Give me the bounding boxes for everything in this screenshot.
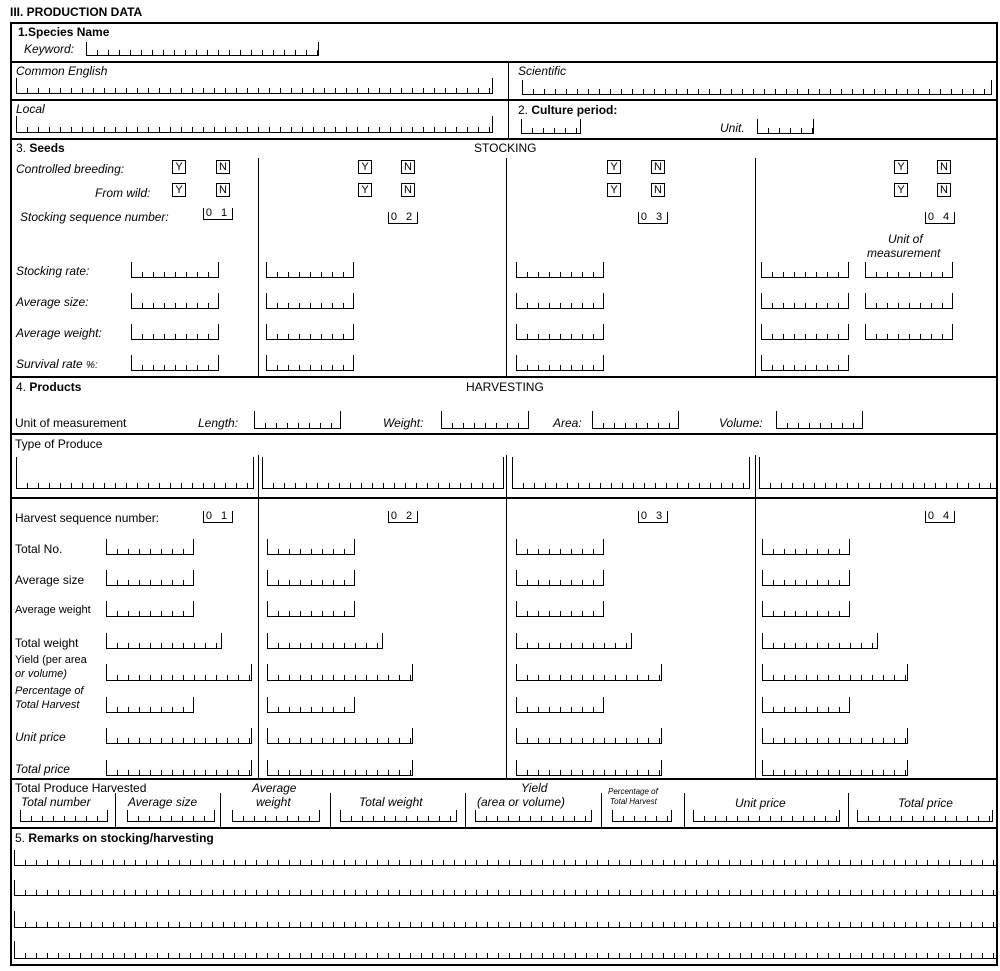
section-number: 3. — [16, 141, 27, 155]
average-weight-field[interactable] — [267, 601, 355, 617]
total-price-field[interactable] — [762, 760, 908, 776]
yield-label-1: Yield (per area — [15, 654, 87, 666]
divider — [755, 455, 756, 778]
section-title: Remarks on stocking/harvesting — [28, 831, 214, 845]
section-title: Culture period: — [531, 103, 618, 117]
harvest-seq-4: 0 4 — [925, 511, 955, 523]
common-english-field[interactable] — [16, 78, 493, 94]
divider — [330, 793, 331, 827]
survival-rate-field[interactable] — [516, 355, 604, 371]
average-size-field[interactable] — [761, 293, 849, 309]
wild-yes-checkbox[interactable]: Y — [358, 183, 372, 197]
type-produce-label: Type of Produce — [15, 437, 103, 451]
unit-price-label: Unit price — [15, 730, 66, 744]
totals-average-weight-field[interactable] — [232, 810, 320, 822]
average-size-label: Average size — [15, 573, 85, 587]
weight-field[interactable] — [441, 411, 529, 429]
pct-harvest-label-1: Percentage of — [15, 685, 84, 697]
form-frame — [10, 22, 998, 966]
totals-yield-label-1: Yield — [521, 781, 548, 795]
totals-unit-price-label: Unit price — [735, 796, 786, 810]
stocking-seq-2: 0 2 — [388, 212, 418, 224]
area-field[interactable] — [592, 411, 679, 429]
yield-field[interactable] — [106, 664, 252, 681]
average-weight-field[interactable] — [761, 324, 849, 340]
culture-period-field[interactable] — [521, 119, 581, 134]
percent-text: %: — [86, 360, 98, 371]
measurement-label: measurement — [867, 246, 941, 260]
section-number: 2. — [518, 103, 529, 117]
totals-yield-field[interactable] — [475, 810, 592, 822]
harvest-seq-label: Harvest sequence number: — [15, 511, 160, 525]
section-title: Seeds — [29, 141, 65, 155]
type-produce-field[interactable] — [759, 457, 997, 489]
average-size-field[interactable] — [266, 293, 354, 309]
yield-label-2: or volume) — [15, 668, 67, 680]
survival-rate-field[interactable] — [761, 355, 849, 371]
stocking-rate-label: Stocking rate: — [16, 264, 90, 278]
total-produce-heading: Total Produce Harvested — [15, 781, 147, 795]
local-label: Local — [16, 102, 45, 116]
yield-field[interactable] — [516, 664, 662, 681]
divider — [755, 158, 756, 376]
total-price-field[interactable] — [516, 760, 662, 776]
weight-label: Weight: — [383, 416, 424, 430]
average-size-label: Average size: — [16, 295, 89, 309]
wild-yes-checkbox[interactable]: Y — [172, 183, 186, 197]
type-produce-field[interactable] — [512, 457, 750, 489]
scientific-label: Scientific — [518, 64, 567, 78]
survival-rate-label — [16, 358, 98, 371]
page-title: III. PRODUCTION DATA — [10, 5, 143, 19]
culture-heading — [518, 104, 617, 116]
totals-total-weight-label: Total weight — [359, 795, 423, 809]
wild-no-checkbox[interactable]: N — [937, 183, 951, 197]
common-english-label: Common English — [16, 64, 108, 78]
unit-price-field[interactable] — [762, 728, 908, 744]
average-weight-field[interactable] — [266, 324, 354, 340]
culture-unit-field[interactable] — [757, 119, 814, 134]
remarks-heading — [15, 832, 214, 844]
controlled-yes-checkbox[interactable]: Y — [358, 160, 372, 174]
total-weight-field[interactable] — [762, 633, 878, 649]
total-weight-field[interactable] — [516, 633, 632, 649]
divider — [115, 793, 116, 827]
wild-yes-checkbox[interactable]: Y — [894, 183, 908, 197]
divider — [506, 158, 507, 376]
totals-total-price-label: Total price — [898, 796, 953, 810]
divider — [601, 793, 602, 827]
section-title: Products — [29, 380, 82, 394]
totals-total-price-field[interactable] — [857, 810, 993, 822]
volume-label: Volume: — [719, 416, 763, 430]
divider — [465, 793, 466, 827]
type-produce-field[interactable] — [262, 457, 504, 489]
harvesting-heading: HARVESTING — [466, 380, 544, 394]
stocking-rate-field[interactable] — [761, 262, 849, 278]
length-field[interactable] — [254, 411, 341, 429]
average-weight-label: Average weight — [15, 604, 91, 616]
volume-field[interactable] — [776, 411, 863, 429]
divider — [10, 827, 998, 829]
stocking-rate-field[interactable] — [266, 262, 354, 278]
total-no-label: Total No. — [15, 542, 63, 556]
stocking-heading: STOCKING — [474, 141, 537, 155]
average-weight-field[interactable] — [131, 324, 219, 340]
survival-rate-field[interactable] — [131, 355, 219, 371]
totals-unit-price-field[interactable] — [693, 810, 840, 822]
divider — [10, 61, 998, 63]
divider — [506, 455, 507, 778]
culture-unit-label: Unit. — [720, 121, 745, 135]
divider — [10, 778, 998, 780]
controlled-breeding-label: Controlled breeding: — [16, 162, 125, 176]
pct-harvest-field[interactable] — [516, 697, 604, 713]
seeds-heading — [16, 142, 65, 154]
keyword-field[interactable] — [86, 42, 319, 56]
unit-price-field[interactable] — [106, 728, 252, 744]
average-weight-field[interactable] — [516, 601, 604, 617]
divider — [10, 138, 998, 140]
yield-field[interactable] — [267, 664, 413, 681]
pct-harvest-field[interactable] — [106, 697, 194, 713]
from-wild-label: From wild: — [95, 186, 151, 200]
section-number: 4. — [16, 380, 27, 394]
average-size-field[interactable] — [106, 570, 194, 586]
pct-harvest-field[interactable] — [267, 697, 355, 713]
average-weight-field[interactable] — [762, 601, 850, 617]
unit-of-label: Unit of — [888, 232, 923, 246]
totals-yield-label-2: (area or volume) — [477, 795, 566, 809]
average-size-unit-field[interactable] — [865, 293, 953, 309]
unit-price-field[interactable] — [516, 728, 662, 744]
stocking-rate-field[interactable] — [131, 262, 219, 278]
divider — [684, 793, 685, 827]
controlled-yes-checkbox[interactable]: Y — [894, 160, 908, 174]
section-number: 1. — [18, 25, 29, 39]
average-weight-label: Average weight: — [16, 326, 102, 340]
average-size-field[interactable] — [131, 293, 219, 309]
totals-average-size-field[interactable] — [127, 810, 215, 822]
total-no-field[interactable] — [516, 539, 604, 555]
local-field[interactable] — [16, 116, 493, 133]
wild-yes-checkbox[interactable]: Y — [607, 183, 621, 197]
stocking-rate-unit-field[interactable] — [865, 262, 953, 278]
stocking-seq-label: Stocking sequence number: — [20, 210, 169, 224]
stocking-seq-4: 0 4 — [925, 212, 955, 224]
average-weight-field[interactable] — [106, 601, 194, 617]
scientific-field[interactable] — [522, 80, 992, 95]
species-heading — [18, 26, 109, 38]
divider — [258, 455, 259, 778]
total-weight-field[interactable] — [267, 633, 383, 649]
average-size-field[interactable] — [516, 570, 604, 586]
pct-harvest-field[interactable] — [762, 697, 850, 713]
divider — [10, 433, 998, 435]
controlled-no-checkbox[interactable]: N — [937, 160, 951, 174]
area-label: Area: — [553, 416, 582, 430]
average-size-field[interactable] — [762, 570, 850, 586]
total-price-label: Total price — [15, 762, 70, 776]
divider — [10, 376, 998, 378]
remarks-line[interactable] — [14, 880, 998, 896]
average-size-field[interactable] — [516, 293, 604, 309]
wild-no-checkbox[interactable]: N — [651, 183, 665, 197]
totals-pct-label-1: Percentage of — [608, 787, 658, 796]
unit-measurement-label: Unit of measurement — [15, 416, 127, 430]
divider — [258, 158, 259, 376]
total-no-field[interactable] — [762, 539, 850, 555]
products-heading — [16, 381, 81, 393]
section-title: Species Name — [28, 25, 110, 39]
keyword-label: Keyword: — [24, 42, 75, 56]
total-weight-field[interactable] — [106, 633, 222, 649]
totals-average-weight-label-2: weight — [256, 795, 291, 809]
survival-rate-text: Survival rate — [16, 357, 83, 371]
controlled-no-checkbox[interactable]: N — [216, 160, 230, 174]
average-size-field[interactable] — [267, 570, 355, 586]
controlled-no-checkbox[interactable]: N — [651, 160, 665, 174]
totals-total-weight-field[interactable] — [340, 810, 457, 822]
pct-harvest-label-2: Total Harvest — [15, 699, 80, 711]
divider — [848, 793, 849, 827]
harvest-seq-1: 0 1 — [203, 511, 233, 523]
harvest-seq-2: 0 2 — [388, 511, 418, 523]
yield-field[interactable] — [762, 664, 908, 681]
controlled-yes-checkbox[interactable]: Y — [607, 160, 621, 174]
total-no-field[interactable] — [106, 539, 194, 555]
type-produce-field[interactable] — [16, 457, 254, 489]
divider — [220, 793, 221, 827]
total-price-field[interactable] — [267, 760, 413, 776]
average-weight-field[interactable] — [516, 324, 604, 340]
total-weight-label: Total weight — [15, 636, 79, 650]
totals-total-number-field[interactable] — [20, 810, 108, 822]
average-weight-unit-field[interactable] — [865, 324, 953, 340]
harvest-seq-3: 0 3 — [638, 511, 668, 523]
wild-no-checkbox[interactable]: N — [401, 183, 415, 197]
stocking-seq-3: 0 3 — [638, 212, 668, 224]
divider — [508, 61, 509, 138]
total-price-field[interactable] — [106, 760, 252, 776]
controlled-no-checkbox[interactable]: N — [401, 160, 415, 174]
divider — [10, 497, 998, 499]
remarks-line[interactable] — [14, 911, 998, 928]
total-no-field[interactable] — [267, 539, 355, 555]
stocking-rate-field[interactable] — [516, 262, 604, 278]
section-number: 5. — [15, 831, 26, 845]
remarks-line[interactable] — [14, 941, 998, 959]
wild-no-checkbox[interactable]: N — [216, 183, 230, 197]
stocking-seq-1: 0 1 — [203, 208, 233, 220]
totals-pct-field[interactable] — [612, 810, 672, 822]
total-number-label: Total number — [21, 795, 91, 809]
divider — [10, 99, 998, 101]
totals-average-weight-label-1: Average — [252, 781, 297, 795]
totals-average-size-label: Average size — [128, 795, 198, 809]
controlled-yes-checkbox[interactable]: Y — [172, 160, 186, 174]
unit-price-field[interactable] — [267, 728, 413, 744]
length-label: Length: — [198, 416, 239, 430]
remarks-line[interactable] — [14, 850, 998, 866]
totals-pct-label-2: Total Harvest — [610, 797, 657, 806]
survival-rate-field[interactable] — [266, 355, 354, 371]
